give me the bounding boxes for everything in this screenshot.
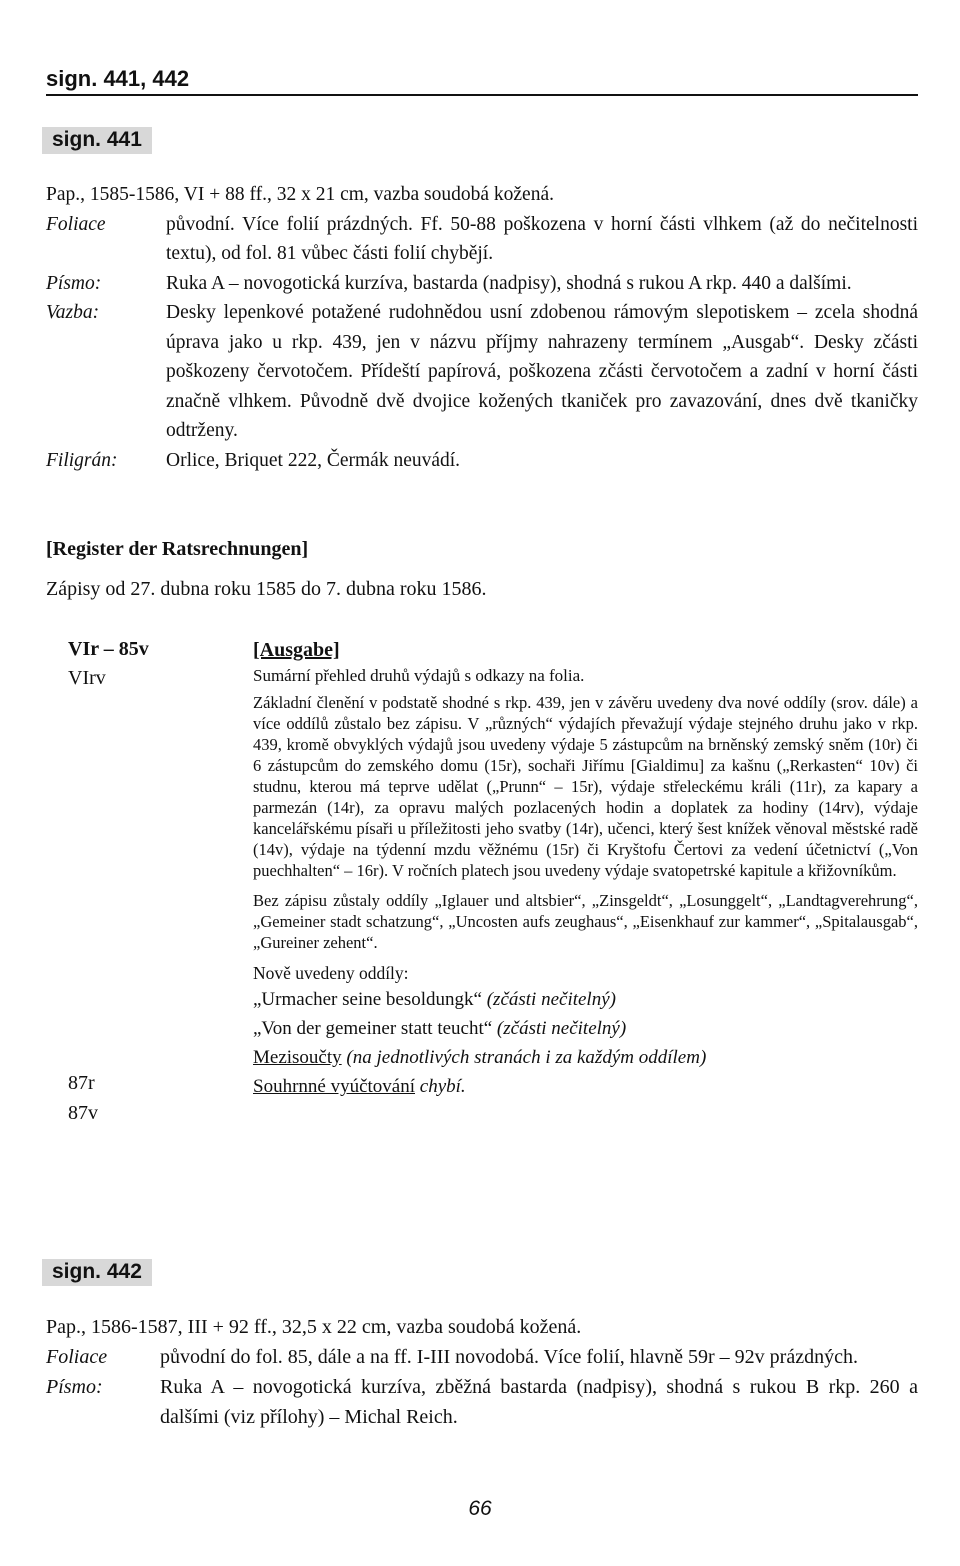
new-section-text: „Von der gemeiner statt teucht“ (253, 1018, 493, 1039)
subtotals-line (253, 1043, 918, 1072)
register-title: [Register der Ratsrechnungen] (46, 538, 309, 560)
field-label: Písmo: (46, 272, 102, 294)
field-pismo (46, 269, 918, 299)
summary-line (253, 1072, 918, 1101)
folio-new-2: 87v (68, 1102, 98, 1124)
subtotals-note: (na jednotlivých stranách i za každým oddílem) (346, 1047, 707, 1068)
folio-new-1: 87r (68, 1072, 95, 1094)
field-value: Desky lepenkové potažené rudohnědou usní zdobenou rámovým slepotiskem – zcela shodná úprava jako u rkp. 439, jen v názvu příjmy nahrazeny termínem „Ausgab“. Desky zčásti poškozeny červotočem. Přídeští papírová, poškozena zčásti červotočem a zadní v horní části značně vlhkem. Původně dvě dvojice kožených tkaniček pro zavazování, dnes dvě tkaničky odtrženy. (166, 302, 918, 441)
ausgabe-paragraph-2: Bez zápisu zůstaly oddíly „Iglauer und altsbier“, „Zinsgeldt“, „Losunggelt“, „Landtagverehrung“, „Gemeiner stadt schatzung“, „Uncosten aufs zeughaus“, „Eisenkhauf zur kammer“, „Spitalausgab“, „Gureiner zehent“. (253, 891, 918, 952)
field-foliace (46, 1342, 918, 1372)
sign441-intro: Pap., 1585-1586, VI + 88 ff., 32 x 21 cm, vazba soudobá kožená. (46, 184, 554, 205)
field-label: Vazba: (46, 302, 100, 323)
field-label: Foliace (46, 1346, 108, 1368)
summary-label: Souhrnné vyúčtování (253, 1076, 416, 1097)
folio-range: VIr – 85v (68, 638, 149, 660)
ausgabe-title: [Ausgabe] (253, 639, 340, 661)
new-sections-heading: Nově uvedeny oddíly: (253, 963, 409, 983)
subtotals-label: Mezisoučty (253, 1047, 342, 1068)
section-label-442: sign. 442 (42, 1259, 152, 1286)
field-filigran (46, 446, 918, 476)
field-pismo (46, 1372, 918, 1432)
field-value: původní. Více folií prázdných. Ff. 50-88 poškozena v horní části vlhkem (až do nečitelnosti textu), od fol. 81 vůbec části folií chybějí. (166, 213, 918, 264)
field-foliace (46, 210, 918, 269)
ausgabe-paragraph-1: Základní členění v podstatě shodné s rkp. 439, jen v závěru uvedeny dva nové oddíly (srov. dále) a více oddílů zůstalo bez zápisu. V „různých“ výdajích převažují výdaje stejného druhu jako v rkp. 439, kromě obvyklých výdajů jsou uvedeny výdaje 5 zástupcům na brněnský zemský sněm (10r) či 6 zástupcům do zemského domu (15r), sochaři Jiřímu [Gialdimu] za kašnu („Rerkasten“ 10v) či studnu, kterou má teprve udělat („Prunn“ – 15r), výdaje střeleckému králi (11r), za kapary a parmezán (14r), za opravu malých pozlacených hodin a doplatek za hodiny (14rv), výdaje kancelářskému písaři u příležitosti jeho svatby (14r), učenci, který šest knížek věnoval městské radě (14v), výdaje na týdenní mzdu věžnému (15r) či Kryštofu Čertovi za vedení účetnictví („Von puechhalten“ – 16r). V ročních platech jsou uvedeny výdaje svatopetrské kapitule a křižovníkům. (253, 693, 918, 880)
sign442-intro: Pap., 1586-1587, III + 92 ff., 32,5 x 22 cm, vazba soudobá kožená. (46, 1316, 582, 1338)
field-value: původní do fol. 85, dále a na ff. I-III novodobá. Více folií, hlavně 59r – 92v prázdných. (160, 1346, 858, 1368)
page-number: 66 (468, 1497, 492, 1520)
running-header: sign. 441, 442 (46, 66, 918, 96)
register-subtitle: Zápisy od 27. dubna roku 1585 do 7. dubna roku 1586. (46, 578, 487, 600)
new-section-text: „Urmacher seine besoldungk“ (253, 989, 482, 1010)
field-vazba (46, 298, 918, 446)
field-value: Ruka A – novogotická kurzíva, zběžná bastarda (nadpisy), shodná s rukou B rkp. 260 a dalšími (viz přílohy) – Michal Reich. (160, 1376, 918, 1428)
folio-column (68, 635, 149, 1124)
sign441-description (46, 180, 918, 475)
new-section-note: (zčásti nečitelný) (486, 989, 616, 1010)
summary-note: chybí. (419, 1076, 466, 1097)
field-label: Foliace (46, 213, 106, 235)
new-section-1 (253, 985, 918, 1014)
new-section-note: (zčásti nečitelný) (496, 1018, 627, 1039)
field-label: Filigrán: (46, 449, 118, 471)
field-label: Písmo: (46, 1376, 103, 1398)
field-value: Orlice, Briquet 222, Čermák neuvádí. (166, 449, 461, 471)
folio-second: VIrv (68, 667, 106, 689)
ausgabe-summary: Sumární přehled druhů výdajů s odkazy na folia. (253, 666, 585, 685)
section-label-441: sign. 441 (42, 127, 152, 154)
sign442-description (46, 1312, 918, 1432)
field-value: Ruka A – novogotická kurzíva, bastarda (nadpisy), shodná s rukou A rkp. 440 a dalšími. (166, 272, 852, 294)
new-section-2 (253, 1014, 918, 1043)
ausgabe-content (253, 635, 918, 1101)
